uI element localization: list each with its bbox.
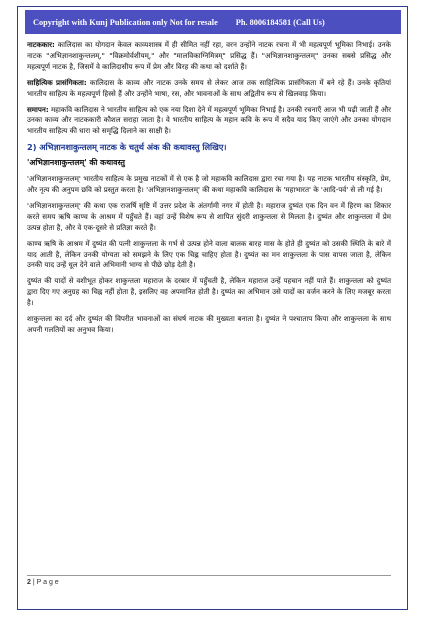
body-paragraph: 'अभिज्ञानशाकुन्तलम्' की कथा एक राजर्षि सृष्टि में उत्तर प्रदेश के अंतर्गामी नगर में होती है। महाराज दुष्यंत एक दिन वन में हिरण का शिकार करते समय ऋषि काण्व के आश्रम में पहुँचते हैं। वहां उन्हें विशेष रूप से शापित सुंदरी शाकुन्तला से मिलता है। दुष्यंत और शाकुन्तला में प्रेम उत्पन्न होता है, और वे एक-दूसरे से प्रतिज्ञा करते हैं।: [27, 200, 391, 232]
body-paragraph: 'अभिज्ञानशाकुन्तलम्' भारतीय साहित्य के प्रमुख नाटकों में से एक है जो महाकवि कालिदास द्वारा रचा गया है। यह नाटक भारतीय संस्कृति, प्रेम, और नृत्य की अनुपम छवि को प्रस्तुत करता है। 'अभिज्ञानशाकुन्तलम्' की कथा महाकवि कालिदास के 'महाभारत' के 'आदि-पर्व' से ली गई है।: [27, 174, 391, 194]
question-heading: 2) अभिज्ञानशाकुन्तलम् नाटक के चतुर्थ अंक की कथावस्तु लिखिए।: [27, 142, 227, 153]
page-footer: [27, 575, 391, 586]
section-label: नाटककार:: [27, 40, 55, 49]
page-number: 2: [27, 579, 31, 586]
section-text: महाकवि कालिदास ने भारतीय साहित्य को एक नया दिशा देने में महत्वपूर्ण भूमिका निभाई है। उनकी रचनाएँ आज भी पढ़ी जाती हैं और उनका काव्य और नाटककारी कौशल सराहा जाता है। वे भारतीय साहित्य के महान कवि के रूप में सदैव याद किए जाएंगे और उनका योगदान भारतीय साहित्य की धारा को समृद्धि दिलाने का साक्षी है।: [27, 104, 391, 136]
body-paragraph: काण्व ऋषि के आश्रम में दुष्यंत की पत्नी शाकुन्तला के गर्भ से उत्पन्न होने वाला बालक बारह मास के होते ही दुष्यंत को उसकी स्थिति के बारे में याद आती है, लेकिन उनकी योग्यता को समझने के लिए एक चिह्न चाहिए होता है। दुष्यंत का मन शाकुन्तला के पास वापस जाता है, लेकिन उनकी याद उन्हें धूल देने वाले अभिमानी भाग्य से पीछे छोड़ देती है।: [27, 238, 391, 270]
section-natakkar: [27, 40, 391, 73]
section-label: साहित्यिक प्रासंगिकता:: [27, 77, 87, 87]
header-banner: [25, 10, 401, 34]
section-samapan: [27, 105, 391, 138]
page-content: [27, 40, 391, 341]
section-sahityik: [27, 78, 391, 100]
section-text: कालिदास के काव्य और नाटक उनके समय से लेकर आज तक साहित्यिक प्रासंगिकता में बने रहे हैं। उनके कृतियां भारतीय साहित्य के महत्वपूर्ण हिस्से हैं और उन्होंने भाषा, रस, और भावनाओं के साथ अद्वितीय रूप से खिलवाड़ किया।: [27, 77, 392, 98]
body-paragraph: दुष्यंत की यादों से वशीभूत होकर शाकुन्तला महाराज के दरबार में पहुँचती है, लेकिन महाराज उन्हें पहचान नहीं पाते हैं। शाकुन्तला को दुष्यंत द्वारा दिए गए अनुग्रह का चिह्न नहीं होता है, इसलिए वह अपमानित होती है। दुष्यंत का अभिमान उसे यादों का वर्जन करने के लिए मजबूर करता है।: [27, 276, 391, 308]
phone-number: Ph. 8006184581 (Call Us): [235, 17, 325, 27]
section-text: कालिदास का योगदान केवल काव्यशास्त्र में ही सीमित नहीं रहा, वरन उन्होंने नाटक रचना में भी महत्वपूर्ण भूमिका निभाई। उनके नाटक "अभिज्ञानशाकुन्तलम्," "विक्रमोर्वशीयम्," और "मालविकाग्निमित्रम्" प्रसिद्ध हैं। "अभिज्ञानशाकुन्तलम्" उनका सबसे प्रसिद्ध और महत्वपूर्ण नाटक है, जिसमें वे कालिदासीय रूप में प्रेम और विरह की कथा को दर्शाते हैं।: [27, 40, 391, 71]
page-label: | P a g e: [32, 579, 59, 586]
answer-heading: 'अभिज्ञानशाकुन्तलम्' की कथावस्तु: [27, 158, 125, 168]
body-paragraph: शाकुन्तला का दर्द और दुष्यंत की विपरीत भावनाओं का संघर्ष नाटक की मुख्यता बनाता है। दुष्यंत ने पश्चाताप किया और शाकुन्तला के साथ अपनी गलतियों का अनुभव किया।: [27, 314, 391, 334]
section-label: समापन:: [27, 104, 49, 114]
copyright-notice: Copyright with Kunj Publication only Not for resale: [33, 17, 218, 27]
